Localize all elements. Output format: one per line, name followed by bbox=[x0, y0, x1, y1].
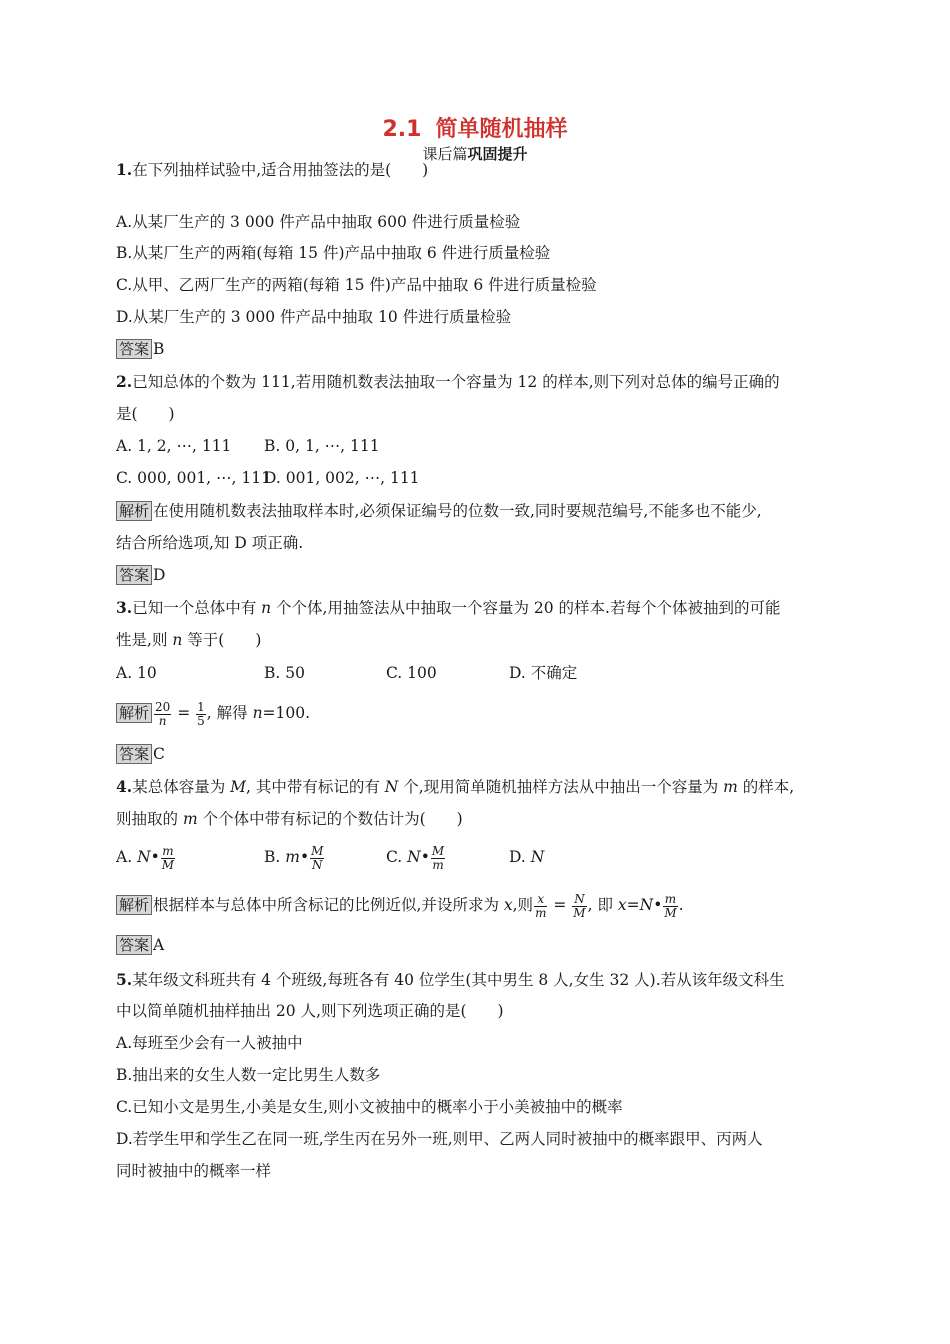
q3-var-n: n bbox=[252, 704, 263, 722]
q4-stem-part: 则抽取的 bbox=[116, 810, 183, 828]
q1-stem-text: 在下列抽样试验中,适合用抽签法的是( ) bbox=[132, 161, 429, 179]
var-N: N bbox=[384, 778, 399, 796]
q4-stem-part: 某总体容量为 bbox=[132, 778, 231, 796]
q4-analysis-part: , 即 bbox=[587, 896, 618, 914]
q2-stem-line2: 是( ) bbox=[116, 405, 175, 423]
q4-option-c bbox=[386, 842, 446, 872]
q4-analysis-part: ,则 bbox=[512, 896, 534, 914]
fraction-m-over-M bbox=[161, 845, 175, 872]
q3-stem-part: 已知一个总体中有 bbox=[132, 599, 262, 617]
q4-stem-line1 bbox=[116, 777, 794, 797]
q3-var-n: n bbox=[172, 631, 183, 649]
q4-stem-part: 个个体中带有标记的个数估计为( ) bbox=[197, 810, 463, 828]
q1-option-a: A.从某厂生产的 3 000 件产品中抽取 600 件进行质量检验 bbox=[116, 213, 521, 231]
subtitle-bold: 巩固提升 bbox=[467, 145, 528, 163]
q4-stem-line2 bbox=[116, 809, 463, 829]
title-text: 简单随机抽样 bbox=[435, 117, 568, 142]
q2-answer-row bbox=[116, 565, 165, 585]
fraction-m-over-M bbox=[663, 893, 677, 920]
q3-stem-part: 个个体,用抽签法从中抽取一个容量为 20 的样本.若每个个体被抽到的可能 bbox=[271, 599, 781, 617]
multiply-dot: • bbox=[653, 896, 663, 914]
q1-number: 1. bbox=[116, 160, 133, 179]
option-prefix: D. bbox=[509, 848, 531, 866]
fraction-M-over-m bbox=[431, 845, 445, 872]
title-number: 2.1 bbox=[382, 117, 422, 142]
q2-option-a: A. 1, 2, ⋯, 111 bbox=[116, 437, 232, 455]
q4-option-a bbox=[116, 842, 176, 872]
q4-answer: A bbox=[153, 936, 165, 954]
analysis-tag: 解析 bbox=[116, 501, 152, 521]
q5-option-d-line2: 同时被抽中的概率一样 bbox=[116, 1162, 272, 1180]
q5-option-c: C.已知小文是男生,小美是女生,则小文被抽中的概率小于小美被抽中的概率 bbox=[116, 1098, 623, 1116]
var-N: N bbox=[639, 896, 654, 914]
q2-number: 2. bbox=[116, 372, 133, 391]
var-x: x bbox=[503, 896, 513, 914]
page-title bbox=[0, 116, 950, 144]
q4-number: 4. bbox=[116, 777, 133, 796]
fraction-M-over-N bbox=[310, 845, 324, 872]
answer-tag: 答案 bbox=[116, 339, 152, 359]
analysis-tag: 解析 bbox=[116, 703, 152, 723]
var-m: m bbox=[285, 848, 300, 866]
answer-tag: 答案 bbox=[116, 744, 152, 764]
multiply-dot: • bbox=[150, 848, 160, 866]
analysis-tag: 解析 bbox=[116, 895, 152, 915]
q3-answer: C bbox=[153, 745, 165, 763]
multiply-dot: • bbox=[420, 848, 430, 866]
q3-fraction-1-5 bbox=[196, 701, 206, 728]
answer-tag: 答案 bbox=[116, 565, 152, 585]
frac-numerator: x bbox=[534, 893, 547, 907]
frac-numerator: N bbox=[574, 891, 585, 906]
q3-stem-part: 等于( ) bbox=[182, 631, 262, 649]
q1-option-d: D.从某厂生产的 3 000 件产品中抽取 10 件进行质量检验 bbox=[116, 308, 512, 326]
q3-option-c: C. 100 bbox=[386, 664, 437, 682]
q4-stem-part: 的样本, bbox=[737, 778, 795, 796]
q5-number: 5. bbox=[116, 970, 133, 989]
frac-denominator: N bbox=[312, 857, 323, 872]
frac-denominator: m bbox=[535, 905, 547, 920]
q2-analysis-line1 bbox=[116, 501, 762, 521]
q3-answer-row bbox=[116, 744, 165, 764]
var-M: M bbox=[230, 778, 246, 796]
q3-analysis-part: =100. bbox=[262, 704, 311, 722]
q5-stem-text1: 某年级文科班共有 4 个班级,每班各有 40 位学生(其中男生 8 人,女生 32 人).若从该年级文科生 bbox=[132, 971, 785, 989]
q2-analysis-text1: 在使用随机数表法抽取样本时,必须保证编号的位数一致,同时要规范编号,不能多也不能少, bbox=[153, 502, 762, 520]
equals-sign: = bbox=[548, 896, 572, 914]
frac-denominator: 5 bbox=[197, 713, 205, 728]
var-N: N bbox=[407, 848, 421, 866]
q4-option-b bbox=[264, 842, 325, 872]
fraction-N-over-M bbox=[572, 893, 586, 920]
var-N: N bbox=[137, 848, 151, 866]
frac-denominator: M bbox=[161, 857, 175, 872]
var-x: x bbox=[617, 896, 627, 914]
q2-stem-text1: 已知总体的个数为 111,若用随机数表法抽取一个容量为 12 的样本,则下列对总体的编号正确的 bbox=[132, 373, 780, 391]
q1-option-c: C.从甲、乙两厂生产的两箱(每箱 15 件)产品中抽取 6 件进行质量检验 bbox=[116, 276, 597, 294]
q1-option-b: B.从某厂生产的两箱(每箱 15 件)产品中抽取 6 件进行质量检验 bbox=[116, 244, 551, 262]
frac-denominator: m bbox=[432, 857, 444, 872]
answer-tag: 答案 bbox=[116, 935, 152, 955]
q5-option-a: A.每班至少会有一人被抽中 bbox=[116, 1034, 303, 1052]
q2-option-d: D. 001, 002, ⋯, 111 bbox=[264, 469, 420, 487]
q2-answer: D bbox=[153, 566, 166, 584]
q3-option-d: D. 不确定 bbox=[509, 664, 578, 682]
q3-fraction-20-n bbox=[154, 701, 171, 728]
q4-analysis-part: . bbox=[678, 896, 684, 914]
q3-option-a: A. 10 bbox=[116, 664, 157, 682]
frac-numerator: 1 bbox=[197, 699, 205, 714]
q3-stem-line1 bbox=[116, 598, 780, 618]
equals-sign: = bbox=[172, 704, 196, 722]
q2-stem-line1 bbox=[116, 372, 780, 392]
q2-option-b: B. 0, 1, ⋯, 111 bbox=[264, 437, 380, 455]
frac-numerator: 20 bbox=[155, 699, 171, 714]
q3-analysis-row bbox=[116, 700, 310, 728]
frac-denominator: n bbox=[158, 713, 167, 728]
q4-stem-part: , 其中带有标记的有 bbox=[246, 778, 385, 796]
q3-number: 3. bbox=[116, 598, 133, 617]
q4-option-d bbox=[509, 842, 544, 872]
q1-stem bbox=[116, 160, 428, 180]
q3-var-n: n bbox=[261, 599, 272, 617]
frac-numerator: M bbox=[431, 843, 445, 858]
q4-analysis-part: 根据样本与总体中所含标记的比例近似,并设所求为 bbox=[153, 896, 504, 914]
option-prefix: A. bbox=[116, 848, 138, 866]
q1-answer: B bbox=[153, 340, 165, 358]
q5-stem-line1 bbox=[116, 970, 785, 990]
frac-numerator: M bbox=[311, 843, 324, 858]
q4-analysis-row bbox=[116, 890, 684, 920]
frac-numerator: m bbox=[162, 843, 174, 858]
frac-denominator: M bbox=[573, 905, 586, 920]
q3-analysis-part: , 解得 bbox=[206, 704, 253, 722]
q2-option-c: C. 000, 001, ⋯, 111 bbox=[116, 469, 271, 487]
q2-analysis-line2: 结合所给选项,知 D 项正确. bbox=[116, 534, 304, 552]
q1-answer-row bbox=[116, 339, 164, 359]
var-N: N bbox=[530, 848, 545, 866]
frac-denominator: M bbox=[664, 905, 677, 920]
q3-option-b: B. 50 bbox=[264, 664, 305, 682]
q4-answer-row bbox=[116, 935, 164, 955]
q5-stem-line2: 中以简单随机抽样抽出 20 人,则下列选项正确的是( ) bbox=[116, 1002, 504, 1020]
var-m: m bbox=[723, 778, 738, 796]
option-prefix: B. bbox=[264, 848, 286, 866]
fraction-x-over-m bbox=[534, 893, 547, 920]
q4-analysis-part: = bbox=[626, 896, 640, 914]
q5-option-d-line1: D.若学生甲和学生乙在同一班,学生丙在另外一班,则甲、乙两人同时被抽中的概率跟甲、丙两人 bbox=[116, 1130, 763, 1148]
q3-stem-part: ,则 bbox=[147, 631, 173, 649]
q3-stem-line2 bbox=[116, 630, 261, 650]
subtitle-plain: 课后篇 bbox=[422, 145, 468, 163]
q5-option-b: B.抽出来的女生人数一定比男生人数多 bbox=[116, 1066, 381, 1084]
multiply-dot: • bbox=[299, 848, 310, 866]
option-prefix: C. bbox=[386, 848, 408, 866]
frac-numerator: m bbox=[664, 891, 677, 906]
q4-stem-part: 个,现用简单随机抽样方法从中抽出一个容量为 bbox=[398, 778, 724, 796]
q3-stem-part: 性是 bbox=[116, 631, 148, 649]
var-m: m bbox=[182, 810, 198, 828]
